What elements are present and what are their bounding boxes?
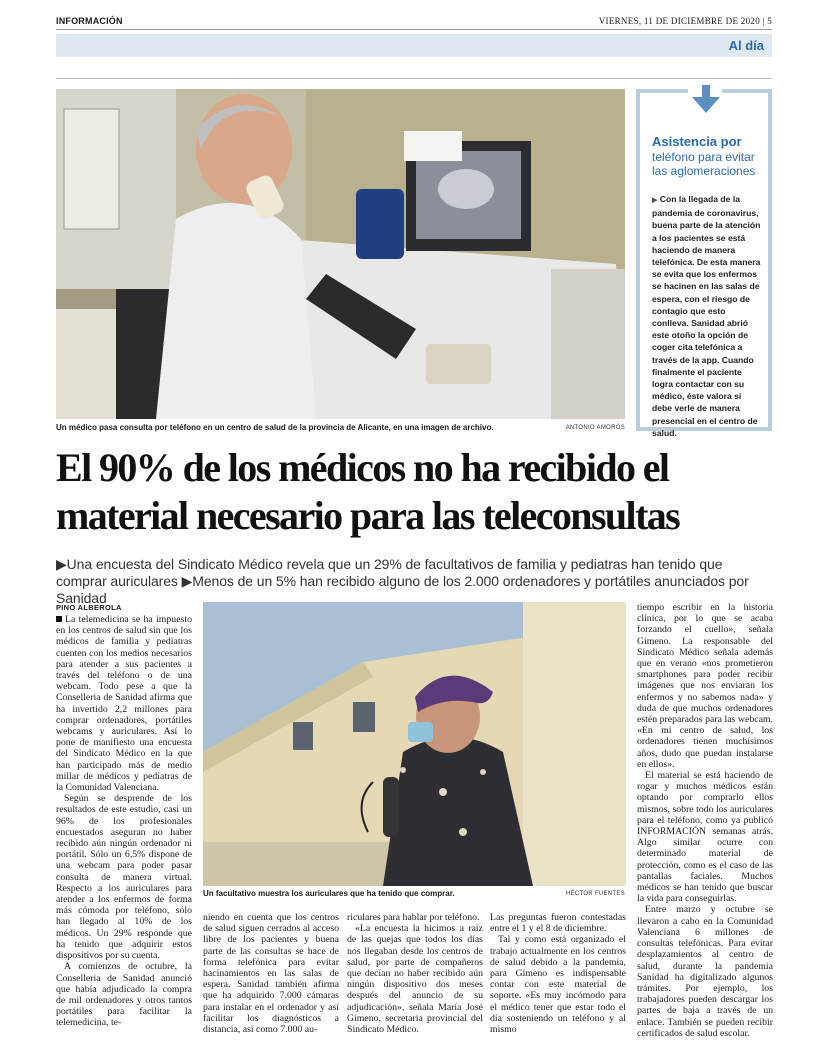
article-column-5 bbox=[637, 602, 773, 1039]
doctor-phone-photo bbox=[56, 89, 625, 419]
divider bbox=[56, 78, 772, 79]
photo-credit: HÉCTOR FUENTES bbox=[565, 891, 625, 897]
sidebar-box bbox=[636, 89, 772, 438]
paragraph: Entre marzo y octubre se llevaron a cabo en la Comunidad Valenciana 6 millones de consultas telefónicas. Para evitar desplazamientos al centro de salud, durante la pandemia Sanidad ha digitalizado algunos trámites. Por ejemplo, los trabajadores pueden descargar los partes de baja a través de un enlace. También se pueden recibir certificados de salud escolar. bbox=[637, 904, 773, 1039]
sidebar-text bbox=[652, 193, 762, 439]
paragraph: Las preguntas fueron contestadas entre el 1 y el 8 de diciembre. bbox=[490, 912, 626, 935]
sidebar-subtitle: teléfono para evitar las aglomeraciones bbox=[652, 150, 756, 178]
photo-caption: Un facultativo muestra los auriculares que ha tenido que comprar. bbox=[203, 889, 455, 898]
paragraph: Tal y como está organizado el trabajo actualmente en los centros de salud debido a la pandemia, para Gimeno es indispensable contar con este material de soporte. «Es muy incómodo para el médico tener que estar todo el día sosteniendo un teléfono y al mismo bbox=[490, 934, 626, 1036]
paragraph: tiempo escribir en la historia clínica, por lo que se acaba forzando el cuello», señala Gimeno. La responsable del Sindicato Médico señala además que en verano «nos prometieron smartphones para poder recibir imágenes que nos enviaran los enfermos y no sabemos nada» y duda de que muchos ordenadores estén preparados para las webcam. «En mi centro de salud, los ordenadores tienen muchísimos años, dudo que puedan instalarse en ellos». bbox=[637, 602, 773, 770]
article-column-4 bbox=[490, 912, 626, 1034]
paragraph bbox=[56, 614, 192, 793]
lead-square-icon bbox=[56, 616, 62, 622]
bullet-triangle-icon: ▶ bbox=[56, 556, 67, 572]
header-divider bbox=[56, 29, 772, 30]
photo-credit: ANTONIO AMORÓS bbox=[565, 425, 625, 431]
sidebar-border-right bbox=[722, 89, 772, 93]
paragraph-text: La telemedicina se ha impuesto en los centros de salud sin que los médicos de familia y pediatras cuenten con los medios necesarios para atender a sus pacientes a través del teléfono o de una webcam. Todo pese a que la Conselleria de Sanidad afirma que ha invertido 2,2 millones para comprar ordenadores, portátiles webcams y auriculares. Así lo pone de manifiesto una encuesta del Sindicato Médico en la que han participado más de medio millar de médicos y pediatras de la Comunidad Valenciana. bbox=[56, 614, 192, 794]
subheadline bbox=[56, 556, 772, 607]
bullet-triangle-icon: ▶ bbox=[181, 573, 193, 589]
paragraph: A comienzos de octubre, la Conselleria de Sanidad anunció que había adjudicado la compra de mil ordenadores y otros tantos portátiles para facilitar la telemedicina, te- bbox=[56, 961, 192, 1029]
section-tag: Al día bbox=[728, 38, 764, 53]
article-column-3 bbox=[347, 912, 483, 1034]
article-column-2 bbox=[203, 912, 339, 1034]
paragraph: riculares para hablar por teléfono. bbox=[347, 912, 480, 923]
subhead-part1: Una encuesta del Sindicato Médico revela que un 29% de facultativos de familia y pediatras han tenido que comprar auriculares bbox=[56, 556, 723, 589]
doctor-headphones-photo bbox=[203, 602, 626, 886]
paragraph: niendo en cuenta que los centros de salud siguen cerrados al acceso libre de los pacientes y buena parte de las consultas se hace de forma telefónica para evitar hacinamientos en las salas de espera. Sanidad también afirma que ha adquirido 7.000 cámaras para instalar en el ordenador y así facilitar los diagnósticos a distancia, así como 7.000 au- bbox=[203, 912, 339, 1036]
headline: El 90% de los médicos no ha recibido el material necesario para las teleconsultas bbox=[56, 445, 680, 538]
article-column-1 bbox=[56, 614, 192, 1034]
arrow-down-icon bbox=[692, 85, 720, 115]
bullet-triangle-icon: ▶ bbox=[652, 197, 658, 204]
date-page-number: VIERNES, 11 DE DICIEMBRE DE 2020 | 5 bbox=[598, 16, 772, 26]
sidebar-border-left bbox=[636, 89, 688, 93]
photo-caption: Un médico pasa consulta por teléfono en un centro de salud de la provincia de Alicante, en una imagen de archivo. bbox=[56, 423, 494, 432]
page-header bbox=[56, 14, 772, 30]
section-name: INFORMACIÓN bbox=[56, 16, 123, 26]
paragraph: Según se desprende de los resultados de este estudio, casi un 96% de los profesionales encuestados aseguran no haber recibido aún ningún ordenador ni portátil. Sólo un 6,5% dispone de una webcam para poder pasar consulta de manera virtual. Respecto a los auriculares para atender a los enfermos de forma más cómoda por teléfono, sólo han llegado al 10% de los médicos. Un 29% responde que ha tenido que adquirir estos dispositivos por su cuenta. bbox=[56, 793, 192, 962]
section-tag-bar bbox=[56, 34, 772, 57]
paragraph: El material se está haciendo de rogar y muchos médicos están optando por comprarlo ellos mismos, sobre todo los auriculares para el teléfono, como ya publicó INFORMACIÓN semanas atrás. Algo similar ocurre con determinado material de protección, como es el caso de las pantallas faciales. Muchos médicos se han tenido que buscar la vida para conseguirlas. bbox=[637, 770, 773, 905]
sidebar-body: Con la llegada de la pandemia de coronavirus, buena parte de la atención a los pacientes se está haciendo de manera telefónica. De esta manera se evita que los enfermos se hacinen en las salas de espera, con el riesgo de contagio que esto conlleva. Sanidad abrió este otoño la opción de coger cita telefónica a través de la app. Cuando finalmente el paciente logra contactar con su médico, éste valora si debe verle de manera presencial en el centro de salud. bbox=[652, 194, 761, 438]
paragraph: «La encuesta la hicimos a raíz de las quejas que todos los días nos llegaban desde los centros de salud, por parte de compañeros que decían no haber recibido aún ningún dispositivo dos meses después del anuncio de su adjudicación», señala María José Gimeno, secretaria provincial del Sindicato Médico. bbox=[347, 923, 483, 1036]
sidebar-title: Asistencia por bbox=[652, 134, 742, 149]
byline: PINO ALBEROLA bbox=[56, 603, 122, 612]
subhead-part2: Menos de un 5% han recibido alguno de los 2.000 ordenadores y portátiles anunciados por Sanidad bbox=[56, 573, 749, 606]
